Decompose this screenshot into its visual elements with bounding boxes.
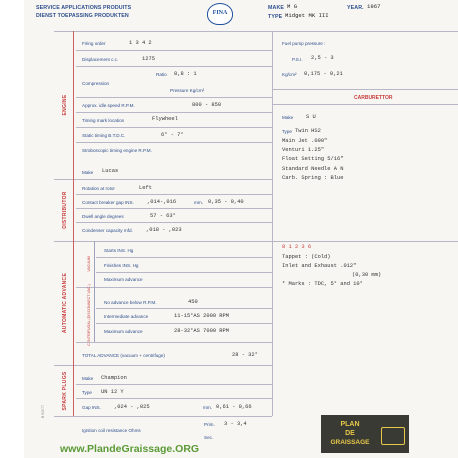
contact-gap-label: Contact breaker gap INS. xyxy=(82,200,134,205)
vacuum-starts-label: Starts INS. Hg xyxy=(104,248,134,253)
carburettor-heading: CARBURETTOR xyxy=(354,95,393,101)
coil-sec-label: Sec. xyxy=(204,435,214,440)
compression-label: Compression xyxy=(82,81,110,86)
timing-marks: * Marks : TDC, 5° and 10° xyxy=(282,281,363,287)
type-label: TYPE xyxy=(268,14,283,20)
total-advance-label: TOTAL ADVANCE (vacuum + centrifuge) xyxy=(82,353,165,358)
row-rule xyxy=(76,142,272,143)
static-timing-label: Static timing B.T.D.C. xyxy=(82,133,126,138)
row-rule xyxy=(76,127,272,128)
maximum-advance-value: 28-32°AS 7000 RPM xyxy=(174,328,229,334)
plug-make-value: Champion xyxy=(101,375,127,381)
row-rule xyxy=(96,323,272,324)
vacuum-subsection-tab: VACUUM xyxy=(84,241,95,287)
row-rule xyxy=(76,384,272,385)
row-rule xyxy=(76,222,272,223)
year-value: 1967 xyxy=(367,3,381,10)
tappet-label: Tappet : (Cold) xyxy=(282,254,331,260)
row-rule xyxy=(96,257,272,258)
plug-gap-value: ,024 - ,025 xyxy=(114,404,150,410)
carb-float-setting: Float Setting 5/16" xyxy=(282,156,344,162)
contact-gap-value: ,014-,016 xyxy=(147,199,177,205)
header-line-1: SERVICE APPLICATIONS PRODUITS xyxy=(36,5,132,11)
dwell-label: Dwell angle degrees xyxy=(82,214,124,219)
oil-can-icon xyxy=(381,427,405,445)
carb-make-label: Make xyxy=(282,115,294,120)
row-rule xyxy=(76,287,272,288)
make-value: M G xyxy=(287,3,298,10)
plug-make-label: Make xyxy=(82,376,94,381)
kg-value: 0,175 - 0,21 xyxy=(304,71,343,77)
header-line-2: DIENST TOEPASSING PRODUKTEN xyxy=(36,13,129,19)
coil-prim-value: 3 - 3,4 xyxy=(224,421,247,427)
valve-order: 8 1 2 3 6 xyxy=(282,244,312,250)
row-rule xyxy=(76,112,272,113)
intermediate-value: 11-15°AS 2000 RPM xyxy=(174,313,229,319)
section-rule xyxy=(54,179,272,180)
row-rule xyxy=(76,50,272,51)
contact-gap-unit: mm. xyxy=(194,200,203,205)
watermark-url[interactable]: www.PlandeGraissage.ORG xyxy=(60,443,200,455)
row-rule xyxy=(96,308,272,309)
displacement-value: 1275 xyxy=(142,56,155,62)
rotation-label: Rotation at rotor xyxy=(82,186,115,191)
plug-type-label: Type xyxy=(82,390,92,395)
firing-order-label: Firing order xyxy=(82,41,106,46)
carb-main-jet: Main Jet .090" xyxy=(282,138,328,144)
row-rule xyxy=(96,272,272,273)
carb-venturi: Venturi 1.25" xyxy=(282,147,325,153)
compression-ratio-value: 8,8 : 1 xyxy=(174,71,197,77)
carb-needle: Standard Needle A N xyxy=(282,166,344,172)
plug-gap-unit: mm. xyxy=(203,405,212,410)
static-timing-value: 6° - 7° xyxy=(161,132,184,138)
idle-speed-label: Approx. idle speed R.P.M. xyxy=(82,103,135,108)
coil-prim-label: Prim. xyxy=(204,422,215,427)
compression-pressure-label: Pressure Kg/cm² xyxy=(170,88,205,93)
plan-de-graissage-logo: PLAN DE GRAISSAGE xyxy=(321,415,409,453)
type-value: Midget MK III xyxy=(285,12,329,19)
timing-mark-value: Flywheel xyxy=(152,116,178,122)
psi-label: P.S.I. xyxy=(292,57,303,62)
row-rule xyxy=(272,104,458,105)
row-rule xyxy=(76,398,272,399)
kg-label: Kg/cm² xyxy=(282,72,297,77)
plug-gap-label: Gap INS. xyxy=(82,405,101,410)
compression-ratio-label: Ratio xyxy=(156,72,167,77)
fina-logo: FINA xyxy=(207,3,233,25)
no-advance-value: 450 xyxy=(188,299,198,305)
intermediate-label: Intermediate advance xyxy=(104,314,149,319)
row-rule xyxy=(76,194,272,195)
contact-gap-mm: 0,35 - 0,40 xyxy=(208,199,244,205)
section-rule xyxy=(272,241,458,242)
maximum-advance-label: Maximum advance xyxy=(104,329,143,334)
strobo-timing-label: Stroboscopic timing engine R.P.M. xyxy=(82,148,152,153)
section-rule xyxy=(272,89,458,90)
no-advance-label: No advance below R.P.M. xyxy=(104,300,157,305)
fuel-pump-label: Fuel pump pressure : xyxy=(282,41,326,46)
rotation-value: Left xyxy=(139,185,152,191)
distributor-section-tab: DISTRIBUTOR xyxy=(56,179,74,241)
carb-type-value: Twin HS2 xyxy=(295,128,321,134)
spark-plugs-section-tab: SPARK PLUGS xyxy=(56,365,74,416)
row-rule xyxy=(76,66,272,67)
total-advance-value: 28 - 32° xyxy=(232,352,258,358)
idle-speed-value: 800 - 850 xyxy=(192,102,222,108)
distributor-make-label: Make xyxy=(82,170,94,175)
row-rule xyxy=(76,342,272,343)
section-rule xyxy=(54,416,272,417)
margin-code: B 9/2/77 xyxy=(41,404,45,418)
tappet-clearance-mm: (0,30 mm) xyxy=(352,272,382,278)
condenser-value: ,018 - ,023 xyxy=(146,227,182,233)
plug-gap-mm: 0,61 - 0,66 xyxy=(216,404,252,410)
firing-order-value: 1 3 4 2 xyxy=(129,40,152,46)
carb-type-label: Type xyxy=(282,129,292,134)
centrifugal-subsection-tab: CENTRIFUGAL (DISCONNECT VAC.) xyxy=(84,287,95,342)
carb-make-value: S U xyxy=(306,114,316,120)
psi-value: 2,5 - 3 xyxy=(311,55,334,61)
timing-mark-label: Timing mark location xyxy=(82,118,125,123)
coil-resistance-label: Ignition coil resistance Ohms xyxy=(82,428,141,433)
top-rule xyxy=(54,31,458,32)
service-sheet xyxy=(24,0,458,458)
tappet-clearance: Inlet and Exhaust .012" xyxy=(282,263,357,269)
year-label: YEAR. xyxy=(347,5,364,11)
engine-section-tab: ENGINE xyxy=(56,31,74,179)
row-rule xyxy=(76,208,272,209)
plug-type-value: UN 12 Y xyxy=(101,389,124,395)
condenser-label: Condenser capacity mfd. xyxy=(82,228,133,233)
distributor-make-value: Lucas xyxy=(102,168,119,174)
row-rule xyxy=(76,97,272,98)
section-rule xyxy=(54,365,272,366)
advance-section-tab: AUTOMATIC ADVANCE xyxy=(56,241,74,365)
dwell-value: 57 - 63° xyxy=(150,213,176,219)
vacuum-max-label: Maximum advance xyxy=(104,277,143,282)
displacement-label: Displacement c.c. xyxy=(82,57,119,62)
vacuum-finishes-label: Finishes INS. Hg xyxy=(104,263,139,268)
carb-spring: Carb. Spring : Blue xyxy=(282,175,344,181)
make-label: MAKE xyxy=(268,5,284,11)
